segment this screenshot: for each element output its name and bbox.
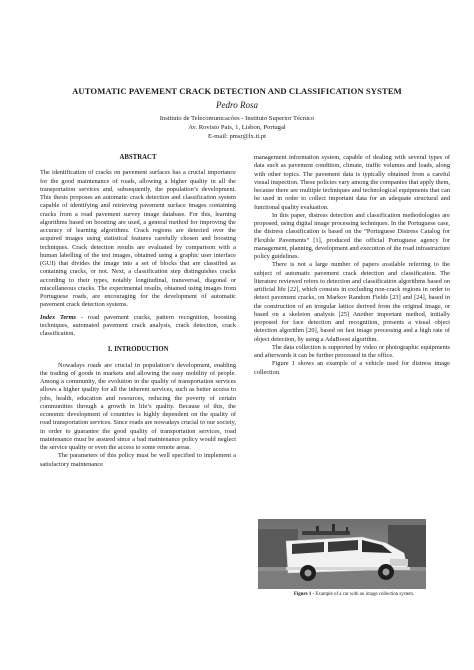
caption-label: Figure 1 - bbox=[293, 592, 315, 597]
left-column bbox=[40, 154, 236, 469]
survey-van-photo bbox=[258, 519, 426, 589]
author-name: Pedro Rosa bbox=[216, 100, 258, 110]
right-paragraph-3: There is not a large number of papers available referring to the subject of automatic pavement crack detection and classification. The literature reviewed refers to detection and classification algorithms based on artificial life [22], which consists in excluding non-crack regions in order to detect pavement cracks, on Markov Random Fields [23] and [24], based in the construction of an irregular lattice derived from the original image, or based on a skeleton analysis [25] Another important method, initially proposed for face detection and recognition, presents a visual object detection algorithm [20], based on fast image processing and a high rate of object detection, by using a AdaBoost algorithm. bbox=[254, 261, 450, 343]
intro-paragraph-2: The parameters of this policy must be well specified to implement a satisfactory maintenance bbox=[40, 452, 236, 468]
intro-paragraph-1: Nowadays roads are crucial in population’s development, enabling the trading of goods in markets and allowing the easy mobility of people. Among a community, the evolution in the quality of transportation services allows a higher quality for all the inherent services, such as better access to jobs, health, education and resources, reducing the poverty of certain communities through a growth in life’s quality. Because of this, the economic development of countries is highly dependent on the quality of road transportation services. Since roads are nowadays crucial to our society, in order to guarantee the good quality of transportation services, road maintenance must be assured since a bad maintenance policy would neglect the service quality or even the access to some remote areas. bbox=[40, 361, 236, 451]
email: E-mail: pmsr@lx.it.pt bbox=[208, 133, 266, 140]
right-column bbox=[254, 154, 450, 377]
index-terms bbox=[40, 314, 236, 339]
figure-1-caption bbox=[256, 592, 452, 597]
index-terms-text: - road pavement cracks, pattern recognition, boosting techniques, automated pavement crack analysis, crack detection, crack classification. bbox=[40, 313, 236, 337]
right-paragraph-5: Figure 1 shows an example of a vehicle used for distress image collection. bbox=[254, 360, 450, 376]
affiliation: Instituto de Telecomunicacões - Instituto Superior Técnico bbox=[159, 115, 315, 122]
caption-text: Example of a car with an image collection system. bbox=[314, 592, 415, 597]
address: Av. Rovisto Pais, 1, Lisbon, Portugal bbox=[188, 124, 286, 131]
abstract-heading: ABSTRACT bbox=[119, 154, 157, 161]
right-paragraph-4: The data collection is supported by video or photographic equipments and afterwards it can be further processed in the office. bbox=[254, 343, 450, 359]
figure-1-image bbox=[258, 519, 426, 589]
right-paragraph-1: management information system, capable of dealing with several types of data such as pavement condition, climate, traffic volumes and loads, along with other topics. The pavement data is typically obtained from a careful visual inspection. These policies vary among the companies that apply them, because there are multiple techniques and technological equipments that can be used in order to collect important data for an adequate structural and functional quality evaluation. bbox=[254, 154, 450, 211]
paper-title: AUTOMATIC PAVEMENT CRACK DETECTION AND CLASSIFICATION SYSTEM bbox=[72, 86, 402, 96]
abstract-text: The identification of cracks on pavement surfaces has a crucial importance for the good maintenance of roads, allowing a higher quality in all the transportation services and, subsequently, the population’s development. This thesis proposes an automatic crack detection and classification system capable of identifying and retrieving pavement surface images containing cracks from a road pavement survey image database. For this, learning algorithms based on boosting are used, a general method for improving the accuracy of learning algorithms. Crack regions are detected over the acquired images using statistical features carefully chosen and boosting techniques. Crack detection results are evaluated by comparison with a human labelling of the test images, obtained using a graphic user interface (GUI) that divides the image into a set of blocks that are classified as containing cracks, or not. Next, a classification step distinguishes cracks according to their types, notably longitudinal, transversal, diagonal or miscellaneous cracks. The experimental results, obtained using images from Portuguese roads, are encouraging for the development of automatic pavement crack detection systems. bbox=[40, 169, 236, 309]
index-terms-label: Index Terms bbox=[40, 313, 77, 321]
right-paragraph-2: In this paper, distress detection and classification methodologies are proposed, using digital image processing techniques. In the Portuguese case, the distress classification is based on the “Portuguese Distress Catalog for Flexible Pavements” [1], produced the official Portuguese agency for management, planning, development and execution of the road infrastructure policy guidelines. bbox=[254, 211, 450, 260]
introduction-heading: 1. INTRODUCTION bbox=[107, 346, 169, 354]
